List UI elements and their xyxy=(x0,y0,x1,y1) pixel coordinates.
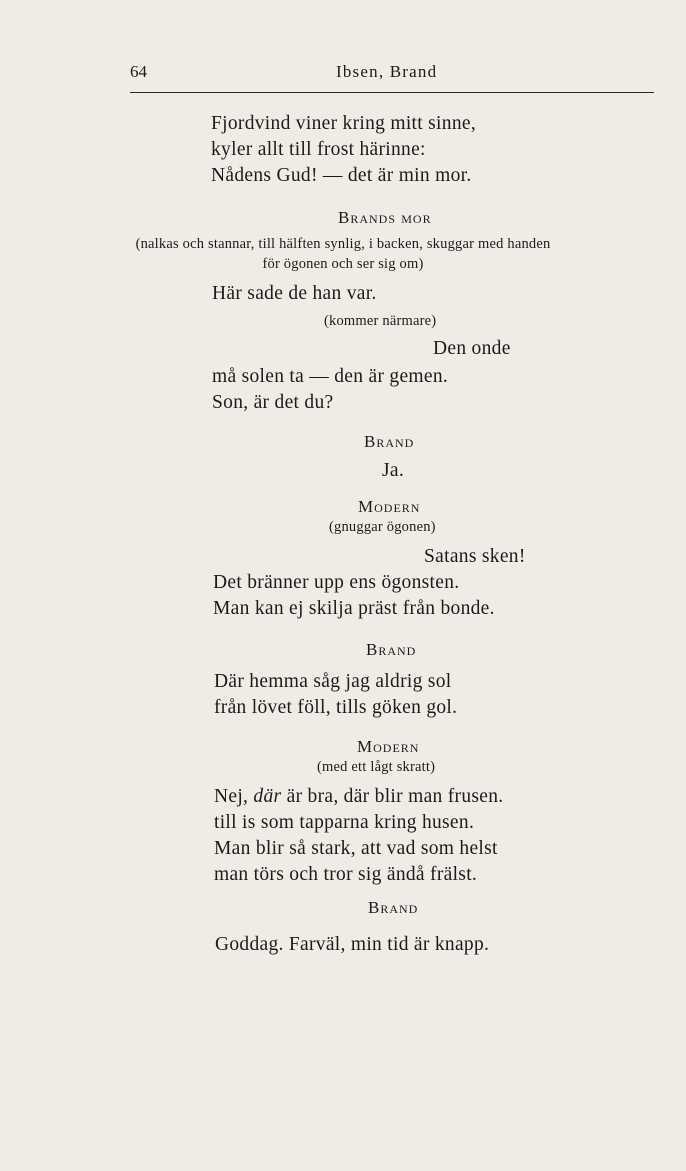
verse-line: Man blir så stark, att vad som helst xyxy=(214,838,498,859)
verse-line: Här sade de han var. xyxy=(212,283,377,304)
speaker-label: Modern xyxy=(357,737,420,756)
verse-line: Goddag. Farväl, min tid är knapp. xyxy=(215,934,490,955)
stage-direction: (nalkas och stannar, till hälften synlig, i backen, skuggar med handen xyxy=(135,236,551,252)
stage-direction: (kommer närmare) xyxy=(324,313,437,329)
verse-line: till is som tapparna kring husen. xyxy=(214,812,475,833)
verse-word: är bra, där blir man frusen. xyxy=(286,786,504,807)
verse-line: Fjordvind viner kring mitt sinne, xyxy=(211,113,477,134)
verse-line: man törs och tror sig ändå frälst. xyxy=(214,864,478,885)
verse-line: Det bränner upp ens ögonsten. xyxy=(213,572,460,593)
header-rule xyxy=(130,92,654,93)
running-head: Ibsen, Brand xyxy=(336,62,438,81)
speaker-name xyxy=(338,208,432,228)
page-header xyxy=(130,62,654,88)
verse-word: Nej, xyxy=(214,786,249,807)
verse-line: Nådens Gud! — det är min mor. xyxy=(211,165,472,186)
speaker-name xyxy=(368,898,418,918)
stage-direction: för ögonen och ser sig om) xyxy=(262,256,424,272)
speaker-name xyxy=(357,737,419,757)
speaker-label: Brand xyxy=(366,640,417,659)
verse-line: må solen ta — den är gemen. xyxy=(212,366,449,387)
stage-direction: (med ett lågt skratt) xyxy=(317,759,436,775)
verse-line: från lövet föll, tills göken gol. xyxy=(214,697,458,718)
emphasized-word: där xyxy=(253,786,282,807)
verse-line: kyler allt till frost härinne: xyxy=(211,139,426,160)
verse-line: Ja. xyxy=(382,460,405,481)
verse-line: Son, är det du? xyxy=(212,392,334,413)
speaker-label: Brand xyxy=(368,898,419,917)
speaker-name xyxy=(366,640,416,660)
verse-line: Den onde xyxy=(433,338,511,359)
speaker-label: Brand xyxy=(364,432,415,451)
verse-line xyxy=(214,786,503,808)
stage-direction: (gnuggar ögonen) xyxy=(329,519,436,535)
verse-line: Man kan ej skilja präst från bonde. xyxy=(213,598,495,619)
speaker-name xyxy=(358,497,420,517)
speaker-name xyxy=(364,432,414,452)
verse-line: Där hemma såg jag aldrig sol xyxy=(214,671,452,692)
verse-line: Satans sken! xyxy=(424,546,526,567)
speaker-label: Modern xyxy=(358,497,421,516)
speaker-label: Brands mor xyxy=(338,208,432,227)
page-number: 64 xyxy=(130,62,147,81)
